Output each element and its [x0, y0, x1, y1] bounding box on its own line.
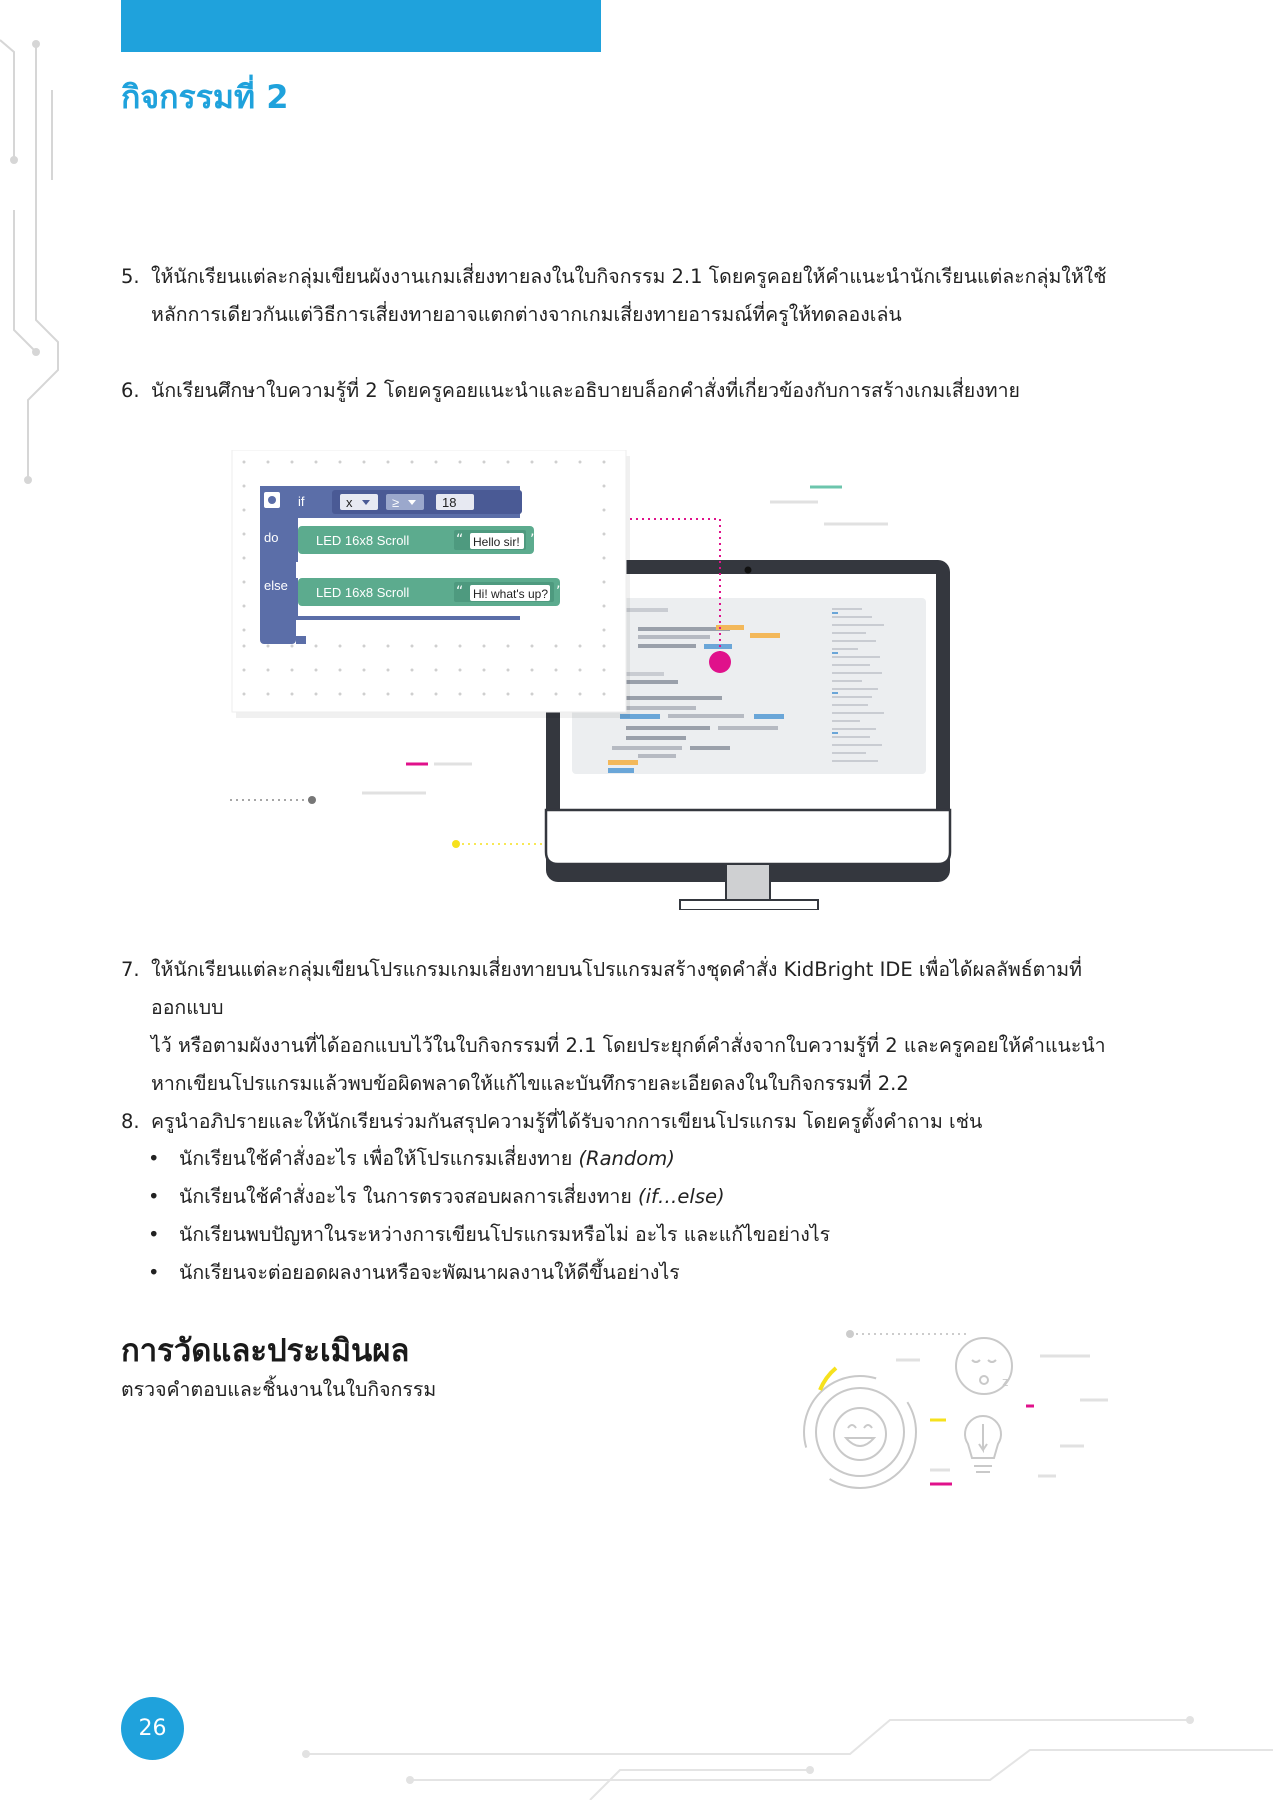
- quote-close-icon: ”: [556, 584, 564, 600]
- variable-x: x: [346, 495, 353, 510]
- activity-title: กิจกรรมที่ 2: [121, 78, 289, 116]
- step-line: หลักการเดียวกันแต่วิธีการเสี่ยงทายอาจแตกต่างจากเกมเสี่ยงทายอารมณ์ที่ครูให้ทดลองเล่น: [151, 303, 902, 326]
- if-label: if: [298, 494, 305, 509]
- step-line: ให้นักเรียนแต่ละกลุ่มเขียนผังงานเกมเสี่ยงทายลงในใบกิจกรรม 2.1 โดยครูคอยให้คำแนะนำนักเรียนแต่ละกลุ่มให้ใช้: [151, 265, 1107, 288]
- compare-value: 18: [442, 495, 457, 510]
- emoji-ideas-illustration: [790, 1320, 1120, 1520]
- quote-open-icon: “: [456, 532, 464, 548]
- header-accent-bar: [121, 0, 601, 52]
- quote-open-icon: “: [456, 584, 464, 600]
- assessment-text: ตรวจคำตอบและชิ้นงานในใบกิจกรรม: [121, 1378, 437, 1401]
- else-label: else: [264, 578, 288, 593]
- step-line: ครูนำอภิปรายและให้นักเรียนร่วมกันสรุปความรู้ที่ได้รับจากการเขียนโปรแกรม โดยครูตั้งคำถาม เช่น: [151, 1110, 983, 1133]
- step-6: [121, 372, 1121, 410]
- step-number: 8.: [121, 1110, 140, 1133]
- question-list: [148, 1140, 1048, 1292]
- sleep-z-icon: z: [1002, 1374, 1009, 1389]
- step-line: ให้นักเรียนแต่ละกลุ่มเขียนโปรแกรมเกมเสี่ยงทายบนโปรแกรมสร้างชุดคำสั่ง KidBright IDE เพื่อได้ผลลัพธ์ตามที่ออกแบบ: [151, 958, 1082, 1019]
- list-item: • นักเรียนพบปัญหาในระหว่างการเขียนโปรแกรมหรือไม่ อะไร และแก้ไขอย่างไร: [148, 1216, 1048, 1254]
- quote-close-icon: ”: [530, 532, 538, 548]
- message-1: Hello sir!: [473, 535, 520, 549]
- step-line: หากเขียนโปรแกรมแล้วพบข้อผิดพลาดให้แก้ไขและบันทึกรายละเอียดลงในใบกิจกรรมที่ 2.2: [151, 1072, 909, 1095]
- step-number: 5.: [121, 265, 140, 288]
- circuit-decoration-left: [0, 30, 70, 490]
- kidbright-illustration: [220, 450, 980, 910]
- do-label: do: [264, 530, 279, 545]
- list-item: • นักเรียนใช้คำสั่งอะไร เพื่อให้โปรแกรมเสี่ยงทาย (Random): [148, 1140, 1048, 1178]
- page-number: 26: [121, 1697, 184, 1760]
- list-item: • นักเรียนจะต่อยอดผลงานหรือจะพัฒนาผลงานให้ดีขึ้นอย่างไร: [148, 1254, 1048, 1292]
- list-item: • นักเรียนใช้คำสั่งอะไร ในการตรวจสอบผลการเสี่ยงทาย (if…else): [148, 1178, 1048, 1216]
- step-number: 7.: [121, 958, 140, 981]
- step-line: ไว้ หรือตามผังงานที่ได้ออกแบบไว้ในใบกิจกรรมที่ 2.1 โดยประยุกต์คำสั่งจากใบความรู้ที่ 2 และครูคอยให้คำแนะนำ: [151, 1034, 1106, 1057]
- assessment-heading: การวัดและประเมินผล: [121, 1333, 410, 1369]
- step-5: [121, 258, 1121, 334]
- step-line: นักเรียนศึกษาใบความรู้ที่ 2 โดยครูคอยแนะนำและอธิบายบล็อกคำสั่งที่เกี่ยวข้องกับการสร้างเกมเสี่ยงทาย: [151, 379, 1020, 402]
- message-2: Hi! what's up?: [473, 587, 548, 601]
- step-7: [121, 951, 1121, 1103]
- step-8: [121, 1103, 1121, 1141]
- circuit-decoration-bottom: [290, 1710, 1273, 1800]
- step-number: 6.: [121, 379, 140, 402]
- led-scroll-label-2: LED 16x8 Scroll: [316, 585, 410, 600]
- led-scroll-label-1: LED 16x8 Scroll: [316, 533, 410, 548]
- operator-gte: ≥: [392, 495, 400, 510]
